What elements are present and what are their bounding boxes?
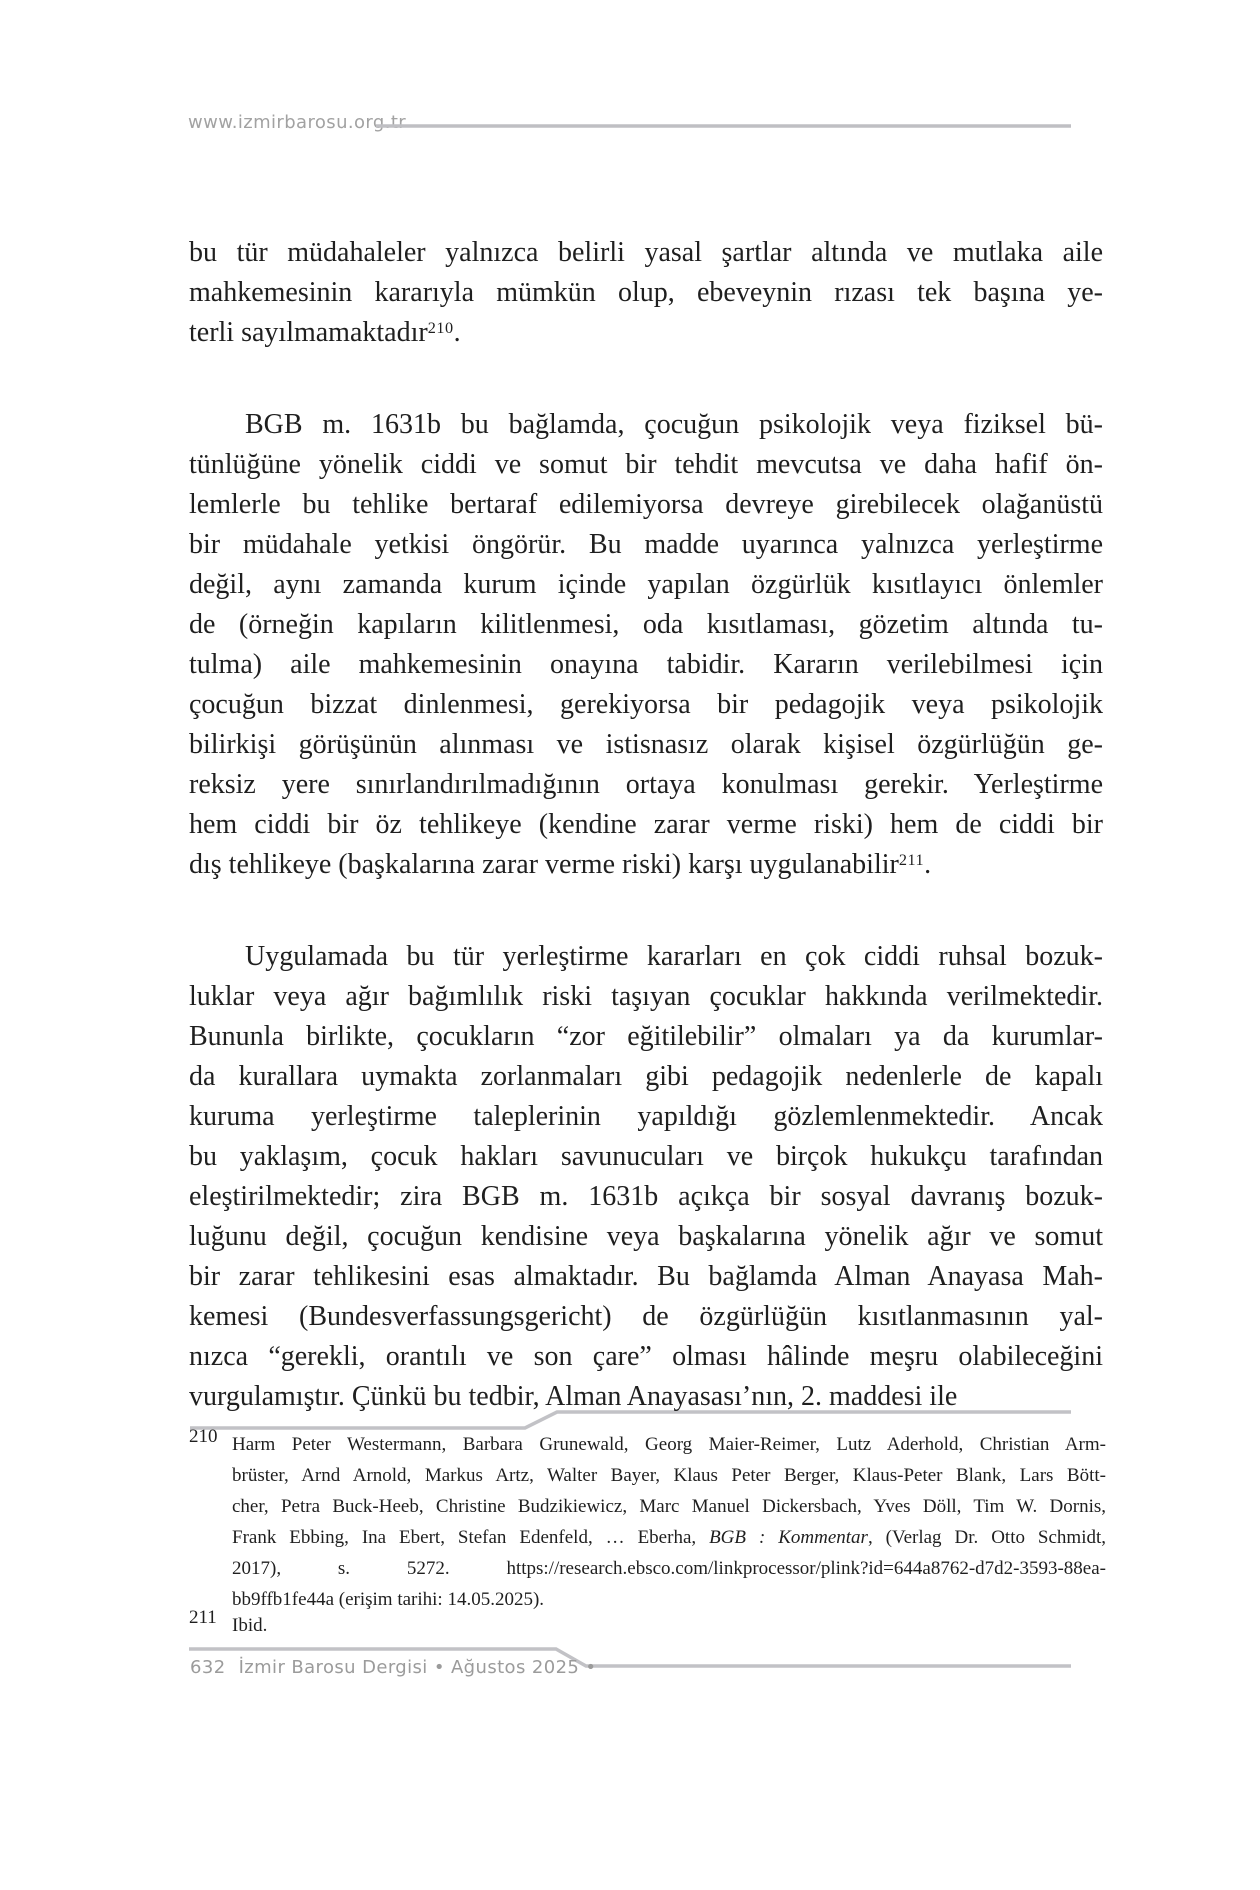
text-line xyxy=(189,1297,1103,1337)
text-segment: Ibid. xyxy=(232,1615,268,1636)
text-line xyxy=(189,565,1103,605)
footnote-ref: 211 xyxy=(898,851,925,870)
text-segment: vurgulamıştır. Çünkü bu tedbir, Alman Anayasası’nın, 2. maddesi ile xyxy=(189,1381,958,1412)
text-line xyxy=(189,1137,1103,1177)
text-segment: mahkemesinin kararıyla mümkün olup, ebeveynin rızası tek başına ye- xyxy=(189,277,1103,308)
text-segment: kemesi (Bundesverfassungsgericht) de özgürlüğün kısıtlanmasının yal- xyxy=(189,1301,1103,1332)
text-line xyxy=(189,313,1103,356)
text-segment: bir zarar tehlikesini esas almaktadır. Bu bağlamda Alman Anayasa Mah- xyxy=(189,1261,1103,1292)
text-segment: terli sayılmamaktadır xyxy=(189,317,428,348)
text-segment: . xyxy=(453,317,461,348)
footnote-number: 211 xyxy=(189,1607,217,1628)
text-segment: nızca “gerekli, orantılı ve son çare” olması hâlinde meşru olabileceğini xyxy=(189,1341,1103,1372)
paragraph xyxy=(189,233,1103,356)
text-line xyxy=(189,845,1103,888)
text-segment: de (örneğin kapıların kilitlenmesi, oda kısıtlaması, gözetim altında tu- xyxy=(189,609,1103,640)
text-line xyxy=(232,1460,1106,1491)
text-segment: hem ciddi bir öz tehlikeye (kendine zarar verme riski) hem de ciddi bir xyxy=(189,809,1103,840)
text-line xyxy=(189,725,1103,765)
text-line xyxy=(189,765,1103,805)
text-line xyxy=(232,1491,1106,1522)
text-segment: bilirkişi görüşünün alınması ve istisnasız olarak kişisel özgürlüğün ge- xyxy=(189,729,1103,760)
text-segment: da kurallara uymakta zorlanmaları gibi pedagojik nedenlerle de kapalı xyxy=(189,1061,1103,1092)
text-segment: bir müdahale yetkisi öngörür. Bu madde uyarınca yalnızca yerleştirme xyxy=(189,529,1103,560)
italic-text: BGB : Kommentar xyxy=(709,1527,868,1548)
text-line xyxy=(189,233,1103,273)
text-segment: tulma) aile mahkemesinin onayına tabidir. Kararın verilebilmesi için xyxy=(189,649,1103,680)
paragraph xyxy=(189,405,1103,888)
text-segment: çocuğun bizzat dinlenmesi, gerekiyorsa bir pedagojik veya psikolojik xyxy=(189,689,1103,720)
text-segment: Uygulamada bu tür yerleştirme kararları en çok ciddi ruhsal bozuk- xyxy=(245,941,1103,972)
text-segment: . xyxy=(924,849,932,880)
footer-page-number: 632 xyxy=(190,1657,226,1678)
text-segment: değil, aynı zamanda kurum içinde yapılan özgürlük kısıtlayıcı önlemler xyxy=(189,569,1103,600)
text-line xyxy=(232,1553,1106,1584)
text-segment: luğunu değil, çocuğun kendisine veya başkalarına yönelik ağır ve somut xyxy=(189,1221,1103,1252)
text-line xyxy=(189,1057,1103,1097)
text-segment: bu tür müdahaleler yalnızca belirli yasal şartlar altında ve mutlaka aile xyxy=(189,237,1103,268)
text-segment: bu yaklaşım, çocuk hakları savunucuları ve birçok hukukçu tarafından xyxy=(189,1141,1103,1172)
text-segment: luklar veya ağır bağımlılık riski taşıyan çocuklar hakkında verilmektedir. xyxy=(189,981,1103,1012)
footnote xyxy=(189,1426,1107,1615)
text-segment: cher, Petra Buck-Heeb, Christine Budzikiewicz, Marc Manuel Dickersbach, Yves Döll, Tim W. Dornis, xyxy=(232,1496,1106,1517)
text-segment: lemlerle bu tehlike bertaraf edilemiyorsa devreye girebilecek olağanüstü xyxy=(189,489,1103,520)
footnotes-section xyxy=(189,1426,1107,1641)
text-line xyxy=(189,525,1103,565)
page-footer xyxy=(190,1657,596,1678)
text-segment: dış tehlikeye (başkalarına zarar verme riski) karşı uygulanabilir xyxy=(189,849,899,880)
text-line xyxy=(189,977,1103,1017)
text-line xyxy=(189,485,1103,525)
text-line xyxy=(232,1522,1106,1553)
text-line xyxy=(189,805,1103,845)
text-segment: , (Verlag Dr. Otto Schmidt, xyxy=(867,1527,1107,1548)
text-segment: Bununla birlikte, çocukların “zor eğitilebilir” olmaları ya da kurumlar- xyxy=(189,1021,1103,1052)
text-line xyxy=(189,685,1103,725)
text-line xyxy=(189,1097,1103,1137)
text-line xyxy=(189,605,1103,645)
text-line xyxy=(189,445,1103,485)
text-line xyxy=(189,937,1103,977)
footnote xyxy=(189,1607,1106,1641)
text-segment: bb9ffb1fe44a (erişim tarihi: 14.05.2025). xyxy=(232,1589,545,1610)
text-segment: 2017), s. 5272. https://research.ebsco.com/linkprocessor/plink?id=644a8762-d7d2-3593-88ea- xyxy=(232,1558,1106,1579)
text-line xyxy=(189,1377,1103,1417)
footnote-number: 210 xyxy=(189,1426,218,1447)
text-segment: tünlüğüne yönelik ciddi ve somut bir tehdit mevcutsa ve daha hafif ön- xyxy=(189,449,1103,480)
text-line xyxy=(189,1337,1103,1377)
text-segment: kuruma yerleştirme taleplerinin yapıldığı gözlemlenmektedir. Ancak xyxy=(189,1101,1103,1132)
text-line xyxy=(189,1257,1103,1297)
text-line xyxy=(189,645,1103,685)
text-line xyxy=(189,1217,1103,1257)
text-line xyxy=(232,1610,1106,1641)
footnote-ref: 210 xyxy=(427,319,454,338)
text-segment: BGB m. 1631b bu bağlamda, çocuğun psikolojik veya fiziksel bü- xyxy=(245,409,1103,440)
text-segment: Harm Peter Westermann, Barbara Grunewald, Georg Maier-Reimer, Lutz Aderhold, Christian Arm- xyxy=(232,1434,1106,1455)
text-segment: reksiz yere sınırlandırılmadığının ortaya konulması gerekir. Yerleştirme xyxy=(189,769,1103,800)
text-segment: Frank Ebbing, Ina Ebert, Stefan Edenfeld, … Eberha, xyxy=(232,1527,710,1548)
body-text xyxy=(189,233,1103,1417)
text-segment: eleştirilmektedir; zira BGB m. 1631b açıkça bir sosyal davranış bozuk- xyxy=(189,1181,1103,1212)
paragraph xyxy=(189,937,1103,1417)
text-segment: brüster, Arnd Arnold, Markus Artz, Walter Bayer, Klaus Peter Berger, Klaus-Peter Blank, Lars Bött- xyxy=(232,1465,1106,1486)
text-line xyxy=(189,405,1103,445)
footer-journal-line: İzmir Barosu Dergisi • Ağustos 2025 • xyxy=(238,1657,597,1678)
text-line xyxy=(189,1177,1103,1217)
text-line xyxy=(189,1017,1103,1057)
text-line xyxy=(189,273,1103,313)
text-line xyxy=(232,1429,1106,1460)
header-url: www.izmirbarosu.org.tr xyxy=(188,112,407,133)
